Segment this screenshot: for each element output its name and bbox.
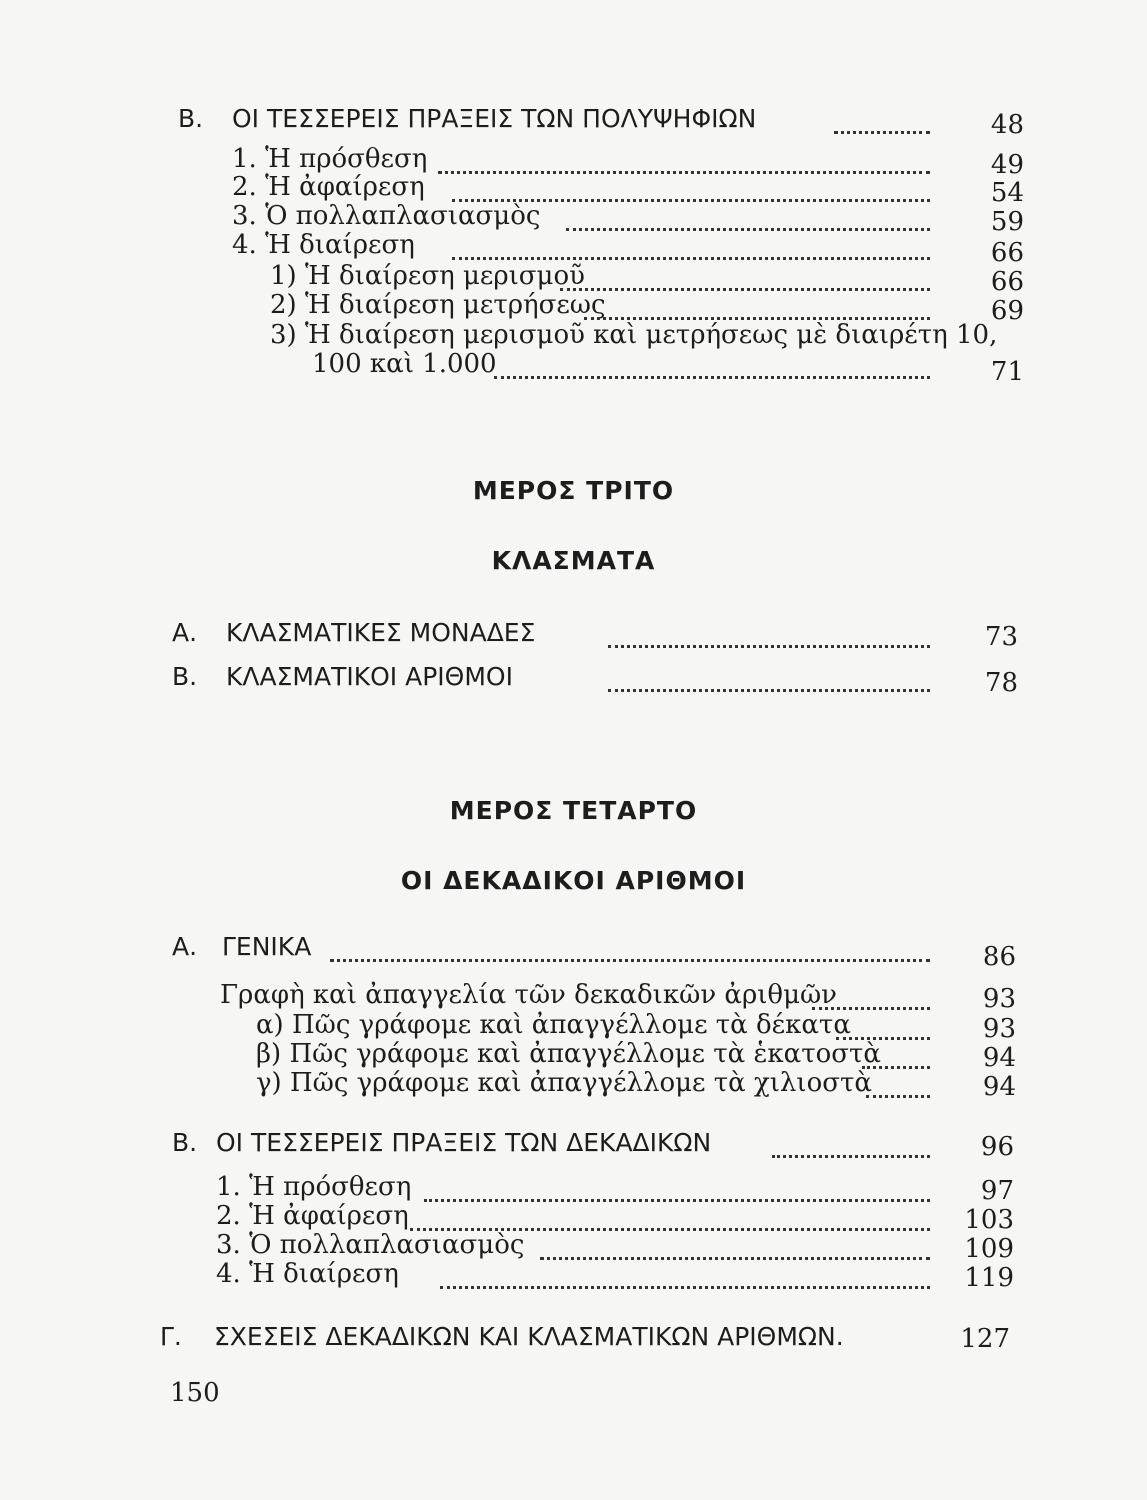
entry-page: 127 [960, 1324, 1010, 1354]
item-label: 2. Ἡ ἀφαίρεση [216, 1201, 409, 1231]
toc-entry [0, 662, 1147, 698]
item-label: 1. Ἡ πρόσθεση [232, 144, 428, 174]
dot-leader [836, 1010, 930, 1040]
item-label: 4. Ἡ διαίρεση [216, 1259, 399, 1289]
dot-leader [494, 349, 930, 379]
subitem-label: α) Πῶς γράφομε καὶ ἀπαγγέλλομε τὰ δέκατα [256, 1010, 851, 1040]
entry-page: 73 [984, 622, 1018, 652]
toc-subitem-continuation [0, 349, 1147, 387]
item-page: 54 [990, 178, 1024, 208]
dot-leader [452, 230, 930, 260]
toc-item [0, 201, 1147, 237]
entry-title: ΓΕΝΙΚΑ [222, 932, 312, 961]
entry-page: 96 [980, 1132, 1014, 1162]
item-page: 103 [964, 1205, 1014, 1235]
toc-entry-c-relations [0, 1322, 1147, 1354]
toc-entry-b-decimal [0, 1128, 1147, 1160]
item-label: 1. Ἡ πρόσθεση [216, 1172, 412, 1202]
item-page: 49 [990, 150, 1024, 180]
item-page: 109 [964, 1234, 1014, 1264]
toc-subitem [0, 1068, 1147, 1100]
toc-item [0, 980, 1147, 1012]
dot-leader [812, 980, 930, 1010]
dot-leader [540, 1230, 930, 1260]
toc-item [0, 1259, 1147, 1291]
part-three-subtitle: ΚΛΑΣΜΑΤΑ [491, 546, 656, 575]
toc-item [0, 1201, 1147, 1233]
dot-leader [834, 104, 930, 134]
subitem-page: 94 [982, 1072, 1016, 1102]
subitem-page: 71 [990, 357, 1024, 387]
toc-subitem [0, 261, 1147, 297]
item-label: 4. Ἡ διαίρεση [232, 230, 415, 260]
dot-leader [560, 261, 930, 291]
entry-title: ΚΛΑΣΜΑΤΙΚΟΙ ΑΡΙΘΜΟΙ [226, 662, 513, 691]
item-page: 97 [980, 1176, 1014, 1206]
dot-leader [410, 1201, 930, 1231]
dot-leader [424, 1172, 930, 1202]
item-page: 119 [964, 1263, 1014, 1293]
dot-leader [566, 201, 930, 231]
subitem-label: 1) Ἡ διαίρεση μερισμοῦ [270, 261, 585, 291]
dot-leader [772, 1128, 930, 1158]
dot-leader [608, 618, 930, 648]
subitem-page: 69 [990, 296, 1024, 326]
dot-leader [608, 662, 930, 692]
toc-subitem [0, 320, 1147, 352]
subitem-page: 66 [990, 267, 1024, 297]
part-four-title: ΜΕΡΟΣ ΤΕΤΑΡΤΟ [449, 796, 698, 825]
dot-leader [438, 144, 930, 174]
entry-title: ΟΙ ΤΕΣΣΕΡΕΙΣ ΠΡΑΞΕΙΣ ΤΩΝ ΔΕΚΑΔΙΚΩΝ [216, 1128, 712, 1157]
entry-letter: Α. [172, 932, 198, 961]
entry-letter: Β. [172, 1128, 198, 1157]
toc-entry-a-general [0, 932, 1147, 972]
entry-title: ΟΙ ΤΕΣΣΕΡΕΙΣ ΠΡΑΞΕΙΣ ΤΩΝ ΠΟΛΥΨΗΦΙΩΝ [232, 104, 757, 133]
part-four-subtitle: ΟΙ ΔΕΚΑΔΙΚΟΙ ΑΡΙΘΜΟΙ [400, 866, 747, 895]
subitem-label-cont: 100 καὶ 1.000 [312, 349, 497, 379]
subitem-label: β) Πῶς γράφομε καὶ ἀπαγγέλλομε τὰ ἑκατοστὰ [256, 1039, 881, 1069]
entry-title: ΚΛΑΣΜΑΤΙΚΕΣ ΜΟΝΑΔΕΣ [226, 618, 536, 647]
toc-entry [0, 618, 1147, 650]
dot-leader [584, 290, 930, 320]
toc-subitem [0, 290, 1147, 326]
item-label: 3. Ὁ πολλαπλασιασμὸς [232, 201, 541, 231]
toc-item [0, 1172, 1147, 1204]
toc-subitem [0, 1010, 1147, 1042]
entry-page: 86 [982, 942, 1016, 972]
item-page: 93 [982, 984, 1016, 1014]
subitem-label: γ) Πῶς γράφομε καὶ ἀπαγγέλλομε τὰ χιλιοστὰ [256, 1068, 872, 1098]
toc-item [0, 172, 1147, 208]
item-label: 2. Ἡ ἀφαίρεση [232, 172, 425, 202]
toc-item [0, 1230, 1147, 1262]
subitem-page: 94 [982, 1043, 1016, 1073]
subitem-label: 2) Ἡ διαίρεση μετρήσεως [270, 290, 606, 320]
entry-letter: Β. [178, 104, 204, 133]
item-page: 59 [990, 207, 1024, 237]
toc-item [0, 230, 1147, 268]
toc-subitem [0, 1039, 1147, 1071]
entry-letter: Β. [172, 662, 198, 691]
item-label: Γραφὴ καὶ ἀπαγγελία τῶν δεκαδικῶν ἀριθμῶν [220, 980, 837, 1010]
page-number: 150 [170, 1378, 220, 1408]
item-page: 66 [990, 238, 1024, 268]
entry-page: 48 [990, 110, 1024, 140]
subitem-label: 3) Ἡ διαίρεση μερισμοῦ καὶ μετρήσεως μὲ διαιρέτη 10, [270, 320, 998, 350]
dot-leader [440, 1259, 930, 1289]
entry-page: 78 [984, 668, 1018, 698]
entry-letter: Α. [172, 618, 198, 647]
entry-title: ΣΧΕΣΕΙΣ ΔΕΚΑΔΙΚΩΝ ΚΑΙ ΚΛΑΣΜΑΤΙΚΩΝ ΑΡΙΘΜΩΝ. [214, 1322, 844, 1351]
part-three-title: ΜΕΡΟΣ ΤΡΙΤΟ [472, 476, 675, 505]
dot-leader [330, 932, 930, 962]
dot-leader [862, 1039, 930, 1069]
toc-entry-b-polyphifon [0, 104, 1147, 140]
subitem-page: 93 [982, 1014, 1016, 1044]
item-label: 3. Ὁ πολλαπλασιασμὸς [216, 1230, 525, 1260]
dot-leader [866, 1068, 930, 1098]
dot-leader [452, 172, 930, 202]
entry-letter: Γ. [160, 1322, 182, 1351]
